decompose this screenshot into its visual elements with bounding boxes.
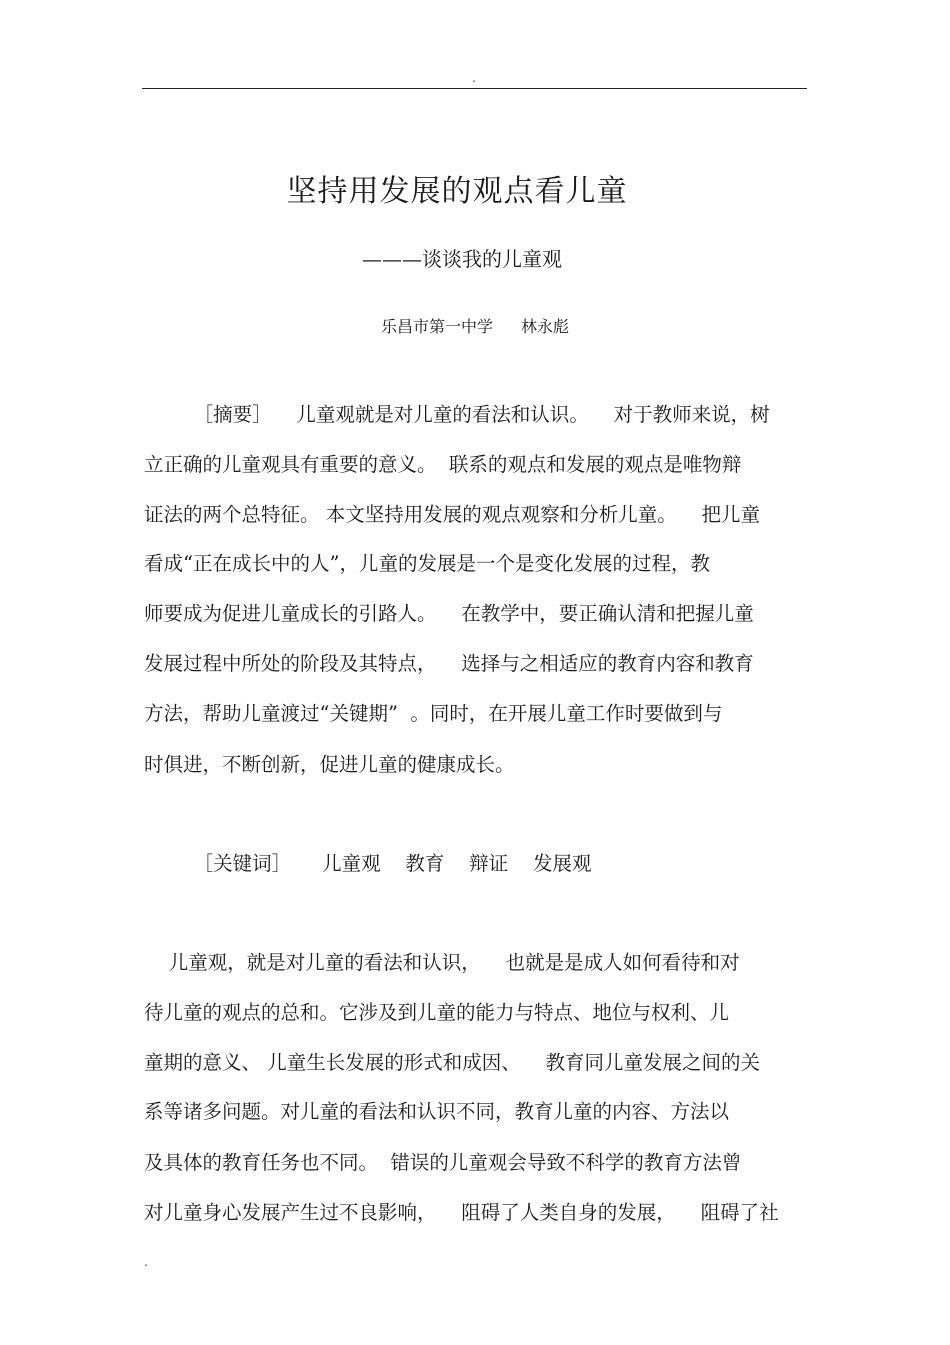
body-line: 系等诸多问题。对儿童的看法和认识不同，教育儿童的内容、方法以 — [144, 1100, 730, 1123]
body-line: 儿童观，就是对儿童的看法和认识， 也就是是成人如何看待和对 — [144, 951, 740, 974]
author-line — [0, 312, 950, 342]
abstract-line: 方法，帮助儿童渡过“关键期” 。同时，在开展儿童工作时要做到与 — [144, 702, 723, 725]
abstract-line: 发展过程中所处的阶段及其特点， 选择与之相适应的教育内容和教育 — [144, 652, 754, 675]
body-line: 待儿童的观点的总和。它涉及到儿童的能力与特点、地位与权利、儿 — [144, 1001, 730, 1024]
abstract-line: 时俱进，不断创新，促进儿童的健康成长。 — [144, 753, 515, 776]
abstract-line: 证法的两个总特征。 本文坚持用发展的观点观察和分析儿童。 把儿童 — [144, 503, 760, 526]
author-school: 乐昌市第一中学 — [380, 317, 493, 336]
abstract-line: 看成“正在成长中的人”，儿童的发展是一个是变化发展的过程，教 — [144, 552, 710, 575]
body-line: 及具体的教育任务也不同。 错误的儿童观会导致不科学的教育方法曾 — [144, 1151, 742, 1174]
abstract-line: 立正确的儿童观具有重要的意义。 联系的观点和发展的观点是唯物辩 — [144, 453, 742, 476]
header-rule — [142, 88, 807, 89]
document-subtitle: ———谈谈我的儿童观 — [362, 247, 562, 271]
body-line: 童期的意义、 儿童生长发展的形式和成因、 教育同儿童发展之间的关 — [144, 1051, 760, 1074]
abstract-line: 师要成为促进儿童成长的引路人。 在教学中，要正确认清和把握儿童 — [144, 602, 754, 625]
document-title: 坚持用发展的观点看儿童 — [286, 174, 628, 209]
header-mark: . — [472, 71, 476, 85]
footer-mark: . — [144, 1255, 148, 1269]
body-line: 对儿童身心发展产生过不良影响， 阻碍了人类自身的发展， 阻碍了社 — [144, 1201, 779, 1224]
author-name: 林永彪 — [521, 317, 570, 336]
keywords-line: ［关键词］ 儿童观 教育 辩证 发展观 — [144, 852, 592, 875]
abstract-line: ［摘要］ 儿童观就是对儿童的看法和认识。 对于教师来说，树 — [144, 403, 770, 426]
